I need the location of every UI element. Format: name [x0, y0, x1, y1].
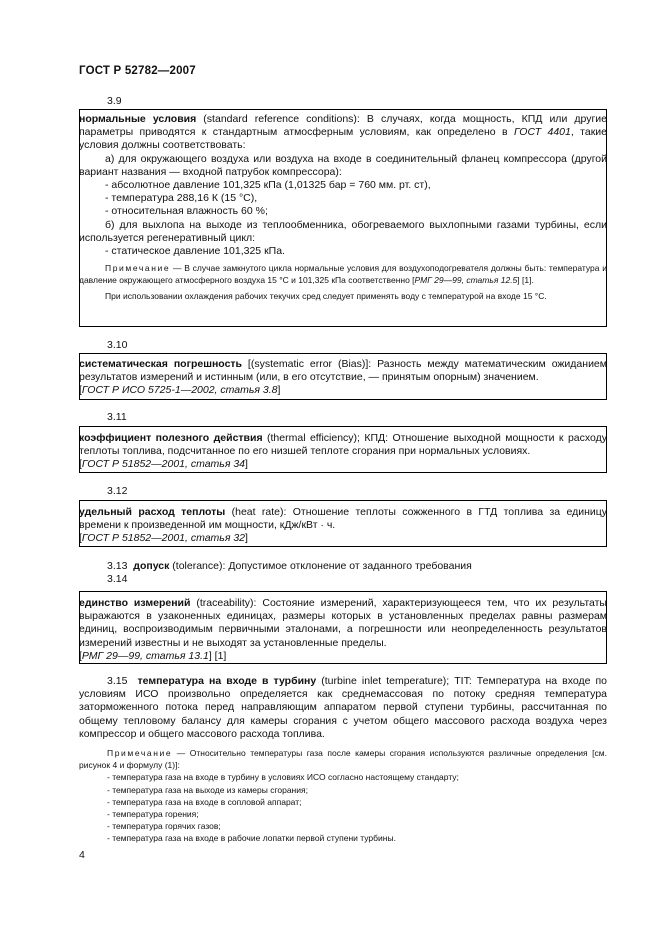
term-number: 3.13 [107, 560, 128, 572]
term-text: (traceability): Состояние измерений, характеризующееся тем, что их результаты выражаются в узаконенных единицах, размеры которых в установленных пределах равны размерам единиц, воспроизводимым первичными эталонами, а погрешности или неопределенность результатов измерений известны и не выходят за установленные пределы. [79, 597, 607, 649]
note-item: - температура газа на выходе из камеры сгорания; [107, 784, 308, 795]
term-name: единство измерений [79, 597, 191, 609]
term-name: систематическая погрешность [79, 358, 243, 370]
item-a1: - абсолютное давление 101,325 кПа (1,01325 бар = 760 мм. рт. ст), [105, 179, 431, 192]
term-number: 3.12 [107, 485, 128, 497]
note-item: - температура горения; [107, 809, 199, 820]
term-reference: РМГ 29—99, статья 13.1 [81, 649, 209, 662]
term-definition-3-15 [79, 675, 607, 845]
term-definition-3-12: удельный расход теплоты (heat rate): Отношение теплоты сожженного в ГТД топлива за единицу времени к произведенной им мощности, кДж/кВт · ч. [ГОСТ Р 51852—2001, статья 32] [79, 506, 607, 545]
term-text: (heat rate): Отношение теплоты сожженного в ГТД топлива за единицу времени к произведенной им мощности, кДж/кВт · ч. [79, 506, 607, 532]
term-reference: ГОСТ Р ИСО 5725-1—2002, статья 3.8 [81, 384, 278, 397]
term-name: температура на входе в турбину [137, 675, 317, 687]
term-definition-3-10: систематическая погрешность [(systematic error (Bias)]: Разность между математическим ожиданием результатов измерений и истинным (или, в его отсутствие, — принятым опорным) значением. [ГОСТ Р ИСО 5725-1—2002, статья 3.8] [79, 358, 607, 397]
note-label: Примечание [105, 263, 171, 274]
term-reference: ГОСТ Р 51852—2001, статья 34 [81, 458, 246, 471]
note-3-9 [79, 262, 607, 286]
item-b1: - статическое давление 101,325 кПа. [105, 245, 285, 258]
item-a2: - температура 288,16 К (15 °С), [105, 192, 258, 205]
note2-3-9: При использовании охлаждения рабочих текучих сред следует применять воду с температурой на входе 15 °С. [105, 290, 547, 301]
term-name: допуск [133, 560, 170, 572]
term-number: 3.10 [107, 339, 128, 351]
note-label: Примечание [107, 748, 173, 759]
note-item: - температура газа на входе в рабочие лопатки первой ступени турбины. [107, 833, 396, 844]
term-text: (standard reference conditions): В случаях, когда мощность, КПД или другие параметры приводятся к стандартным атмосферным условиям, как определено в [79, 113, 607, 139]
item-a3: - относительная влажность 60 %; [105, 205, 268, 218]
note-item: - температура газа на входе в сопловой аппарат; [107, 796, 302, 807]
term-definition-3-13 [107, 560, 607, 573]
term-definition-3-11: коэффициент полезного действия (thermal efficiency); КПД: Отношение выходной мощности к расходу теплоты топлива, подсчитанное по его низшей теплоте сгорания при нормальных условиях. [ГОСТ Р 51852—2001, статья 34] [79, 432, 608, 471]
note-item: - температура горячих газов; [107, 821, 221, 832]
term-text: (thermal efficiency); КПД: Отношение выходной мощности к расходу теплоты топлива, подсчитанное по его низшей теплоте сгорания при нормальных условиях. [79, 432, 608, 458]
term-number: 3.11 [107, 411, 127, 423]
term-reference: ГОСТ Р 51852—2001, статья 32 [81, 532, 246, 545]
term-text: [(systematic error (Bias)]: Разность между математическим ожиданием результатов измерений и истинным (или, в его отсутствие, — принятым опорным) значением. [79, 358, 607, 384]
note-text: — В случае замкнутого цикла нормальные условия для воздухоподогревателя должны быть: температура и давление окружающего атмосферного воздуха 15 °С и 101,325 кПа соответственно [ [79, 263, 607, 286]
term-reference: ГОСТ 4401 [513, 126, 571, 139]
document-header: ГОСТ Р 52782—2007 [79, 65, 196, 77]
term-reference-tail: [1] [211, 649, 227, 662]
term-name: удельный расход теплоты [79, 506, 226, 518]
note-item: - температура газа на входе в турбину в условиях ИСО согласно настоящему стандарту; [107, 772, 459, 783]
term-text-tail: , такие условия должны соответствовать: [79, 126, 607, 152]
note-text: — Относительно температуры газа после камеры сгорания используются различные определения [см. рисунок 4 и формулу (1)]: [79, 748, 607, 771]
item-b: б) для выхлопа на выходе из теплообменника, обогреваемого выхлопными газами турбины, если используется регенеративный цикл: [79, 218, 607, 244]
note-reference: РМГ 29—99, статья 12.5 [414, 275, 518, 286]
page-number: 4 [79, 849, 85, 861]
note-tail: ] [1]. [517, 275, 534, 286]
term-number: 3.9 [107, 95, 122, 107]
term-definition-3-14: единство измерений (traceability): Состояние измерений, характеризующееся тем, что их результаты выражаются в узаконенных единицах, размеры которых в установленных пределах равны размерам единиц, воспроизводимым первичными эталонами, а погрешности или неопределенность результатов измерений известны и не выходят за установленные пределы. [РМГ 29—99, статья 13.1] [1] [79, 597, 607, 662]
item-a: а) для окружающего воздуха или воздуха на входе в соединительный фланец компрессора (другой вариант названия — входной патрубок компрессора): [79, 152, 607, 178]
term-definition-3-9 [79, 113, 607, 302]
term-text: (tolerance): Допустимое отклонение от заданного требования [169, 560, 472, 572]
note-3-15 [79, 747, 607, 771]
term-name: нормальные условия [79, 113, 197, 125]
term-number: 3.14 [107, 573, 128, 585]
term-text: (turbine inlet temperature); TIT: Температура на входе по условиям ИСО произвольно определяется как среднемассовая по потоку средняя температура заторможенного потока перед направляющим аппаратом первой ступени турбины, рассчитанная по общему тепловому балансу для камеры сгорания с учетом общего массового расхода воздуха через компрессор и общего массового расхода топлива. [79, 675, 607, 740]
term-number: 3.15 [107, 675, 128, 687]
term-name: коэффициент полезного действия [79, 432, 263, 444]
